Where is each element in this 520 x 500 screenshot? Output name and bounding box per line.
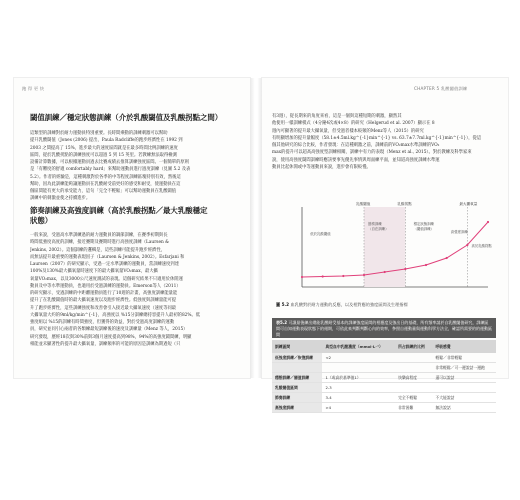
threshold-text-line: 個區間能有更大的承受能力，這句「完全不輕鬆」可以幫助運動員在乳酸閾值 [30, 189, 177, 194]
right-running-head: CHAPTER 5 乳酸閾值訓練 [414, 86, 468, 91]
tempo-text-line: 強度組以 %15的訓練有時間強度，但獲得的效益，對於受過高度訓練的運動 [30, 320, 175, 325]
table-header-cell: 呼吸感覺 [432, 340, 496, 353]
zone-label-zone1: 節奏訓練 [368, 222, 382, 226]
tempo-text-line: 而無法提升最重要的運動表現因子（Laursen & Jenkins, 2002）。Esfarjani 和 [30, 254, 185, 260]
tempo-text-line: 動員及中等水準運動員，也適用於受過訓練的運動員。Emerson等人（2011） [30, 283, 181, 289]
data-point [466, 244, 468, 246]
table-cell: 還可以說話 [432, 373, 496, 383]
threshold-zone [364, 207, 405, 287]
threshold-text-line: 這類型的訓練對於耐力運動員特別重要。長時間乘動的訓練刺激可以幫助 [30, 131, 168, 136]
table-number: 表5.2 [276, 320, 288, 325]
table-header-row [272, 340, 496, 353]
tempo-text-line: 提升了在乳酸閾值時的最大攝氧速度以及跑步經濟性。低強度與訓練量能可提 [30, 298, 177, 304]
section-heading-threshold: 閾值訓練／穩定狀態訓練（介於乳酸閾值及乳酸拐點之間） [30, 113, 223, 122]
table-row [272, 383, 496, 393]
tempo-text-line: 研究發現，歷經18次與30%前與3個月速度提高到98%，94%的高強度閾間練，明顯 [30, 334, 192, 340]
right-text-line: 有3週），從長期來的角度來看，這是一個與這種短期的刺激，顯然其 [272, 114, 402, 119]
threshold-text-line: 區間，從於乳酸拐點的訓練強度可以超過 5 到 15 英里。若教練無法取得檢測 [30, 152, 177, 158]
table-cell [395, 363, 432, 373]
right-text-line: 說，使用高強度閾間訓練時應該要事先優先事情與周面練平面，並知道高強度訓練水準運 [272, 157, 440, 163]
training-zones-table [272, 340, 496, 413]
table-cell [272, 363, 322, 373]
table-cell: <2 [322, 353, 395, 363]
table-cell [395, 383, 432, 393]
data-point [425, 264, 427, 266]
table-cell [432, 383, 496, 393]
table-cell: 輕鬆／非常輕鬆 [432, 353, 496, 363]
section-heading-tempo-line1: 節奏訓練及高強度訓練（高於乳酸拐點／最大乳酸穩定 [30, 206, 208, 215]
zone-label-zone2: 穩定狀態訓練 [413, 222, 434, 226]
data-point [384, 271, 386, 273]
tempo-text-line: Jenkins, 2002）。這個訓練的邏輯是，這些訓練可能提升跑步經濟性， [30, 247, 165, 253]
paragraph-right-continuation [272, 113, 498, 171]
table-header-cell: 所占訓練的比例 [395, 340, 432, 353]
table-cell: 非常輕鬆／可一邊說話一邊跑 [432, 363, 496, 373]
section-heading-tempo-line2: 狀態） [30, 215, 53, 225]
table-cell: >4 [322, 403, 395, 413]
right-text-line: 個其他研究的綜合比較，作者發現：在這種刺激之前，訓練前的VO₂max水準訓練的VO₂ [272, 143, 440, 148]
right-text-line: 有明顯增加的提升量幅度（58.1±4.5ml.kg^{-1}min^{-1} vs. 63.7±7.7ml.kg^{-1}min^{-1}），從這 [272, 135, 482, 141]
data-point [342, 275, 344, 277]
table-cell: 低強度訓練／恢復訓練 [272, 353, 322, 363]
table-cell: 高強度訓練 [272, 403, 322, 413]
tempo-text-line: 升了跑步經濟性，這些訓練強度和改善會引入接近最大攝氧速度（速度等同最 [30, 305, 177, 311]
paragraph-threshold-training [30, 130, 242, 203]
table-cell: 不大能說話 [432, 393, 496, 403]
tempo-text-line: 氧量VO₂max，以及3000公尺速度測試的表現。這個研究結果不只適用於休閒運 [30, 276, 183, 282]
table-cell: 完全不輕鬆 [395, 393, 432, 403]
marker-label-lt: 乳酸閾值 [356, 202, 371, 206]
figure-caption-text: 血乳酸對於耐力運動的反應，以及相對應的強度區間及生理指標 [290, 302, 408, 307]
zone-label-zone3: 高強度訓練 [450, 230, 468, 234]
data-point [322, 275, 324, 277]
tempo-text-line: 時間低強度高度的訓練，接近賽期及賽期時進行高強度訓練（Laursen & [30, 240, 169, 246]
data-point [301, 276, 303, 278]
tempo-text-line: 大攝氧量大約的9ml/kg/min^{-1}，高強度以 %15分訓練總持容提升人最初的82%。低 [30, 312, 201, 318]
tempo-text-line: 一般來說，受過高水準訓練過的耐力運動員的調節訓練，在賽季初期與長 [30, 233, 168, 238]
paragraph-tempo-training [30, 232, 242, 348]
marker-label-lp: 乳酸拐點 [397, 202, 412, 206]
zone-label-zone2: （閾值訓練） [413, 227, 434, 231]
zone-label-zone1: （自在訓練） [368, 227, 389, 231]
left-running-head: 跑 得 更 快 [22, 86, 45, 91]
threshold-text-line: 訓練中的刺激並使之持續進步。 [30, 196, 91, 202]
table-cell: 3-4 [322, 393, 395, 403]
table-caption-text: 可讓最後練出總能乳酸耐受基本的訓練強度區間的相應度及強出日的基礎，所有頻率請於自乳酸閾值研究，訓練區間可自知運動表現狀態下的週期，可依此來判斷判斷心內的效率，參照自運動量與運動科學方法全，確認所需要的的運動區間 [276, 320, 492, 337]
figure-number: 圖 5.2 [276, 302, 290, 307]
tempo-text-line: 員，研究並同引心兩者的各類練最短訓練後的速度及訓練量（Menz 等人，2015） [30, 327, 188, 333]
right-text-line: max的提升可以超高高強度型訓練相關，訓練中有力的表現（Menz et al., 2015）。對於教練及科學家來 [272, 150, 472, 156]
table-cell: 2-3 [322, 383, 395, 393]
zone-label-above_lp: 高於乳酸拐點 [471, 244, 492, 248]
table-cell: 非常困難 [395, 403, 432, 413]
right-text-line: 動員比起休閒或中等運動員來說，進步會有限較慢。 [272, 164, 371, 170]
table-row [272, 353, 496, 363]
threshold-text-line: 幫助，因為此訓練能夠讓運動員在乳酸耐受前更好的感受和耐受，使運動員在這 [30, 181, 181, 187]
right-text-line: 週內可顯著的提升最大攝氧量，但受過者樣本較頻的Menz等人（2015）的研究 [272, 128, 424, 134]
marker-label-vo2: 最大攝氧量 [459, 202, 478, 206]
figure-caption [276, 302, 408, 308]
data-point [363, 274, 365, 276]
table-row [272, 373, 496, 383]
book-gutter [250, 78, 262, 378]
threshold-text-line: 是「有難度的舒適 comfortably hard」來幫助運動員進行過度訓練（見圖 5.2 及表 [30, 167, 191, 173]
threshold-text-line: 提升乳酸閾值（Jones (2006) 提出，Paula Radcliffe的跑步經濟性在 1992 到 [30, 138, 183, 144]
data-point [446, 257, 448, 259]
table-cell: 快樂高程度 [395, 373, 432, 383]
table-header-cell: 典型血中乳酸濃度（mmol·L⁻¹） [322, 340, 395, 353]
threshold-text-line: 設備計算數據，可以根據運動員過去比賽成績去推算訓練強度區間。一個簡單的原則 [30, 160, 189, 165]
table-cell [395, 353, 432, 363]
table-row [272, 403, 496, 413]
table-cell: 穩態訓練／閾值訓練 [272, 373, 322, 383]
table-header-cell: 訓練區間 [272, 340, 322, 353]
data-point [404, 268, 406, 270]
table-cell: 無法說話 [432, 403, 496, 413]
table-caption-banner [272, 318, 496, 338]
table-row [272, 393, 496, 403]
tempo-text-line: 100%及130%最大攝氧量時速度下的最大攝氧量VO₂max，最大攝 [30, 269, 158, 275]
table-cell [322, 363, 395, 373]
table-cell: 1（或高於基準值1） [322, 373, 395, 383]
data-point [487, 221, 489, 223]
lactate-chart [272, 197, 498, 298]
tempo-text-line: 相能並未顯著性的提升最大攝氧量，訓練頻率的可能的原因是訓練為期過短（只 [30, 341, 181, 347]
threshold-text-line: 2003 之間提高了 15%，進步最大的速度區間就是在最多時間比例訓練的速度 [30, 145, 178, 151]
tempo-text-line: Laursen（2007）的研究顯示，受過一定水準訓練的運動員，當訓練速度到達 [30, 262, 179, 267]
tempo-text-line: 的研究顯示，受過訓練的中距離運動員進行了10週的計畫，高強度訓練能量能 [30, 291, 178, 296]
table-cell: 乳酸閾值區間 [272, 383, 322, 393]
table-row [272, 363, 496, 373]
threshold-text-line: 5.2）。作者的經驗是，這種刺激對於各季的中等程度訓練區塊特別有效，然後這 [30, 174, 181, 180]
right-text-line: 他使用一樣訓練模式（4分鐘4次或4×8）的研究（Helgerud et al. 2007）顯示在 8 [272, 121, 435, 127]
table-cell: 節奏訓練 [272, 393, 322, 403]
section-heading-tempo [30, 206, 207, 225]
zone-label-below_lt: 低於乳酸閾值 [310, 232, 331, 236]
